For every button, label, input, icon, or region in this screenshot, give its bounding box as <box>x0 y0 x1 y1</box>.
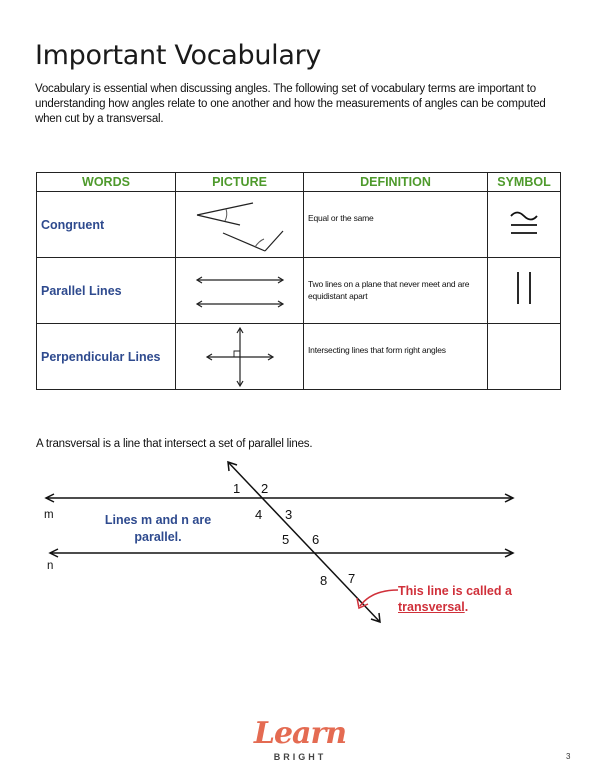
angle-label-3: 3 <box>285 507 293 522</box>
callout-arrow <box>360 590 398 606</box>
header-words: WORDS <box>37 173 176 192</box>
definition-perpendicular-lines: Intersecting lines that form right angles <box>304 324 488 390</box>
callout-line-1: This line is called a <box>398 584 512 598</box>
page-number: 3 <box>566 752 571 761</box>
callout-line-2: transversal <box>398 600 465 614</box>
angle-label-4: 4 <box>255 507 263 522</box>
angle-label-8: 8 <box>320 573 328 588</box>
angle-label-5: 5 <box>282 532 290 547</box>
header-symbol: SYMBOL <box>488 173 561 192</box>
transversal-sentence: A transversal is a line that intersect a set of parallel lines. <box>36 438 313 450</box>
line-m-label: m <box>44 509 54 521</box>
angle-label-2: 2 <box>261 481 269 496</box>
table-row <box>37 258 561 324</box>
symbol-parallel <box>488 258 561 324</box>
learn-bright-logo <box>248 716 352 766</box>
table-row <box>37 192 561 258</box>
symbol-perpendicular <box>488 324 561 390</box>
table-header-row <box>37 173 561 192</box>
transversal-callout <box>398 583 512 615</box>
congruent-angles-icon <box>185 195 295 255</box>
angle-label-6: 6 <box>312 532 320 547</box>
logo-subtitle: BRIGHT <box>273 752 327 762</box>
parallel-note: Lines m and n are parallel. <box>104 513 212 544</box>
parallel-lines-icon <box>185 266 295 316</box>
word-parallel-lines: Parallel Lines <box>37 258 176 324</box>
header-definition: DEFINITION <box>304 173 488 192</box>
intro-paragraph: Vocabulary is essential when discussing angles. The following set of vocabulary terms are important to understanding how angles relate to one another and how the measurements of angles can be computed when cut by a transversal. <box>35 83 546 125</box>
parallel-symbol-icon <box>504 268 544 308</box>
table-row <box>37 324 561 390</box>
line-n-label: n <box>47 560 54 572</box>
logo-word: Learn <box>253 716 347 751</box>
callout-period: . <box>464 600 469 614</box>
definition-parallel-lines: Two lines on a plane that never meet and are equidistant apart <box>304 258 488 324</box>
definition-congruent: Equal or the same <box>304 192 488 258</box>
perpendicular-lines-icon <box>185 326 295 388</box>
angle-label-1: 1 <box>233 481 241 496</box>
page-title: Important Vocabulary <box>35 40 322 71</box>
congruent-symbol-icon <box>504 202 544 242</box>
word-perpendicular-lines: Perpendicular Lines <box>37 324 176 390</box>
word-congruent: Congruent <box>37 192 176 258</box>
header-picture: PICTURE <box>176 173 304 192</box>
vocabulary-table <box>36 172 561 390</box>
angle-label-7: 7 <box>348 571 356 586</box>
